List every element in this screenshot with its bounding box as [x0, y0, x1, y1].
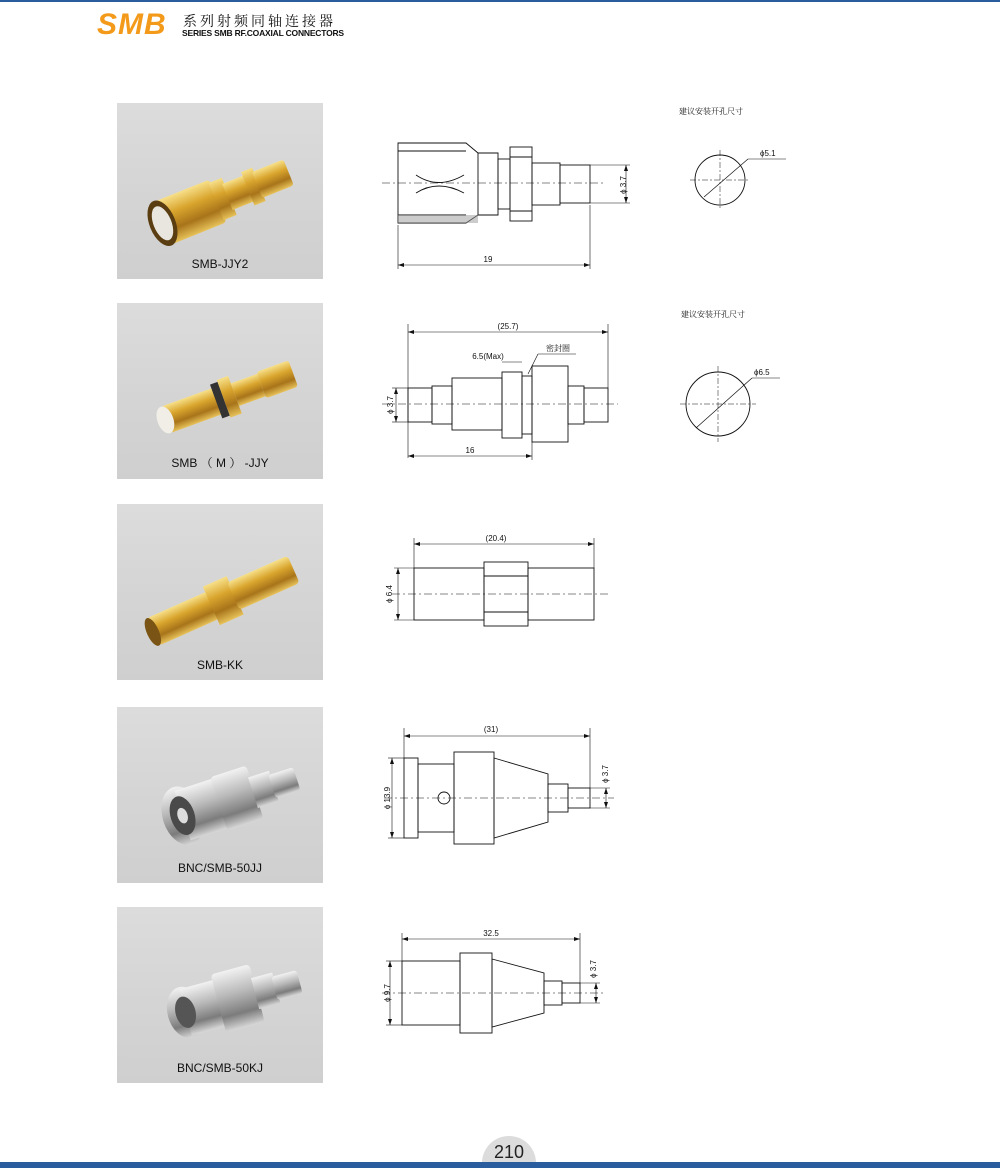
dim-dia: ϕ 6.4 — [385, 585, 394, 603]
drawing-bnc-smb-50jj — [378, 718, 628, 848]
hole-diagram-2 — [680, 362, 810, 446]
dim-dia-big: ϕ 13.9 — [383, 786, 392, 810]
drawing-smb-m-jjy — [378, 318, 638, 468]
dim-dia-small: ϕ 3.7 — [601, 765, 610, 783]
product-label: SMB-JJY2 — [191, 257, 249, 271]
drawing-smb-kk — [378, 530, 628, 630]
hole-title: 建议安装开孔尺寸 — [681, 310, 745, 319]
dim-seal: 密封圈 — [546, 344, 570, 353]
dim-overall: (25.7) — [497, 322, 519, 331]
hole-dia-1: ϕ5.1 — [760, 149, 776, 158]
product-photo-bnc-smb-50jj — [117, 707, 323, 883]
product-label: BNC/SMB-50JJ — [177, 861, 263, 875]
dim-length: 19 — [483, 255, 493, 264]
header-title-en: SERIES SMB RF.COAXIAL CONNECTORS — [182, 28, 344, 38]
hole-dia-2: ϕ6.5 — [754, 368, 770, 377]
product-label: SMB-KK — [196, 658, 243, 672]
dim-length: 16 — [465, 446, 475, 455]
bottom-rule — [0, 1162, 1000, 1168]
product-photo-smb-jjy2 — [117, 103, 323, 279]
header-title-cn: 系列射频同轴连接器 — [183, 14, 336, 30]
product-label: BNC/SMB-50KJ — [176, 1061, 264, 1075]
product-photo-smb-kk — [117, 504, 323, 680]
page-number: 210 — [493, 1142, 525, 1162]
top-rule — [0, 0, 1000, 2]
dim-dia-big: ϕ 9.7 — [383, 984, 392, 1002]
product-label: SMB （ M ） -JJY — [171, 456, 269, 470]
hole-title: 建议安装开孔尺寸 — [679, 107, 743, 116]
dim-dia: ϕ 3.7 — [386, 396, 395, 414]
dim-overall: (31) — [483, 725, 499, 734]
dim-panel: 6.5(Max) — [472, 352, 504, 361]
dim-dia-small: ϕ 3.7 — [589, 960, 598, 978]
hole-diagram-1 — [690, 145, 810, 215]
dim-overall: 32.5 — [483, 929, 499, 938]
dim-overall: (20.4) — [485, 534, 507, 543]
dim-dia: ϕ 3.7 — [619, 176, 628, 194]
drawing-smb-jjy2 — [378, 135, 638, 275]
drawing-bnc-smb-50kj — [378, 925, 628, 1045]
brand-logo: SMB — [97, 8, 167, 41]
product-photo-smb-m-jjy — [117, 303, 323, 479]
product-photo-bnc-smb-50kj — [117, 907, 323, 1083]
